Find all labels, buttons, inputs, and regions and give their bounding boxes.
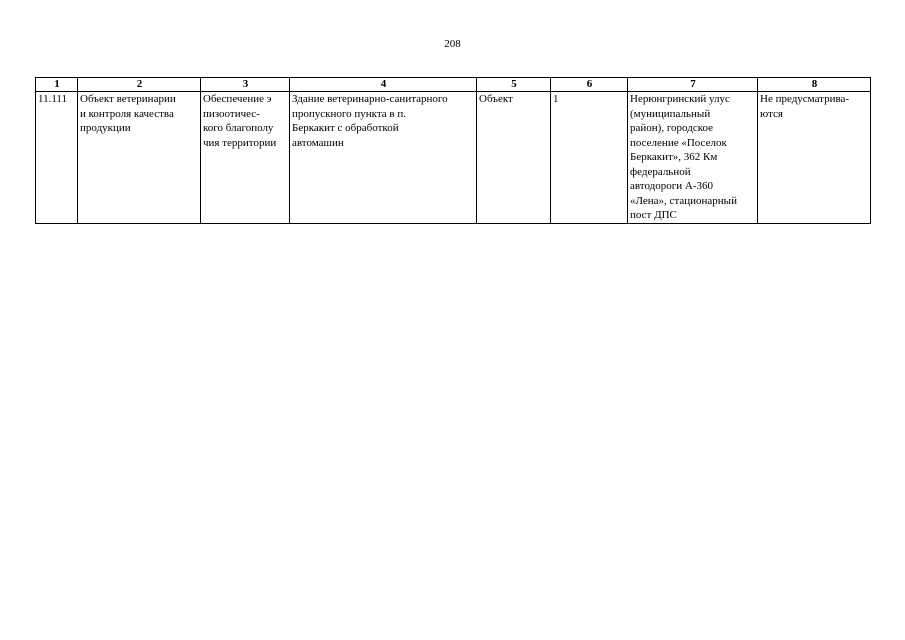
cell-line: Не предусматрива- — [760, 93, 850, 105]
cell-zone — [758, 92, 871, 224]
cell-line: продукции — [80, 122, 131, 134]
cell-line: автодороги А-360 — [630, 180, 713, 192]
cell-line: Объект ветеринарии — [80, 93, 176, 105]
page-number: 208 — [444, 38, 461, 50]
cell-line: кого благополу — [203, 122, 274, 134]
cell-line: пизоотичес- — [203, 107, 260, 120]
cell-object-name — [78, 92, 201, 224]
header-cell-4: 4 — [290, 78, 477, 92]
header-cell-8: 8 — [758, 78, 871, 92]
cell-purpose — [201, 92, 290, 224]
cell-line: чия территории — [203, 136, 277, 149]
header-cell-1: 1 — [36, 78, 78, 92]
cell-line: «Лена», стационарный — [630, 194, 737, 207]
header-cell-6: 6 — [551, 78, 628, 92]
table-row — [36, 92, 871, 224]
cell-line: поселение «Поселок — [630, 136, 727, 149]
cell-line: ются — [760, 107, 783, 120]
cell-line: Обеспечение э — [203, 93, 272, 105]
header-cell-2: 2 — [78, 78, 201, 92]
header-cell-7: 7 — [628, 78, 758, 92]
cell-line: пропускного пункта в п. — [292, 107, 407, 120]
cell-line: Беркакит», 362 Км — [630, 151, 718, 163]
cell-line: район), городское — [630, 122, 714, 134]
cell-line: Беркакит с обработкой — [292, 122, 399, 134]
cell-line: Объект — [479, 93, 513, 105]
cell-unit — [477, 92, 551, 224]
cell-description — [290, 92, 477, 224]
document-table — [35, 77, 871, 224]
header-cell-3: 3 — [201, 78, 290, 92]
cell-line: федеральной — [630, 165, 691, 178]
cell-line: 1 — [553, 93, 559, 105]
cell-line: 11.111 — [38, 93, 68, 105]
cell-line: и контроля качества — [80, 107, 174, 120]
cell-line: Здание ветеринарно-санитарного — [292, 93, 448, 105]
table-header-row — [36, 78, 871, 92]
cell-number — [36, 92, 78, 224]
header-cell-5: 5 — [477, 78, 551, 92]
cell-line: автомашин — [292, 136, 344, 149]
cell-line: пост ДПС — [630, 209, 677, 221]
cell-line: Нерюнгринский улус — [630, 93, 730, 105]
cell-line: (муниципальный — [630, 107, 711, 120]
cell-location — [628, 92, 758, 224]
cell-quantity — [551, 92, 628, 224]
